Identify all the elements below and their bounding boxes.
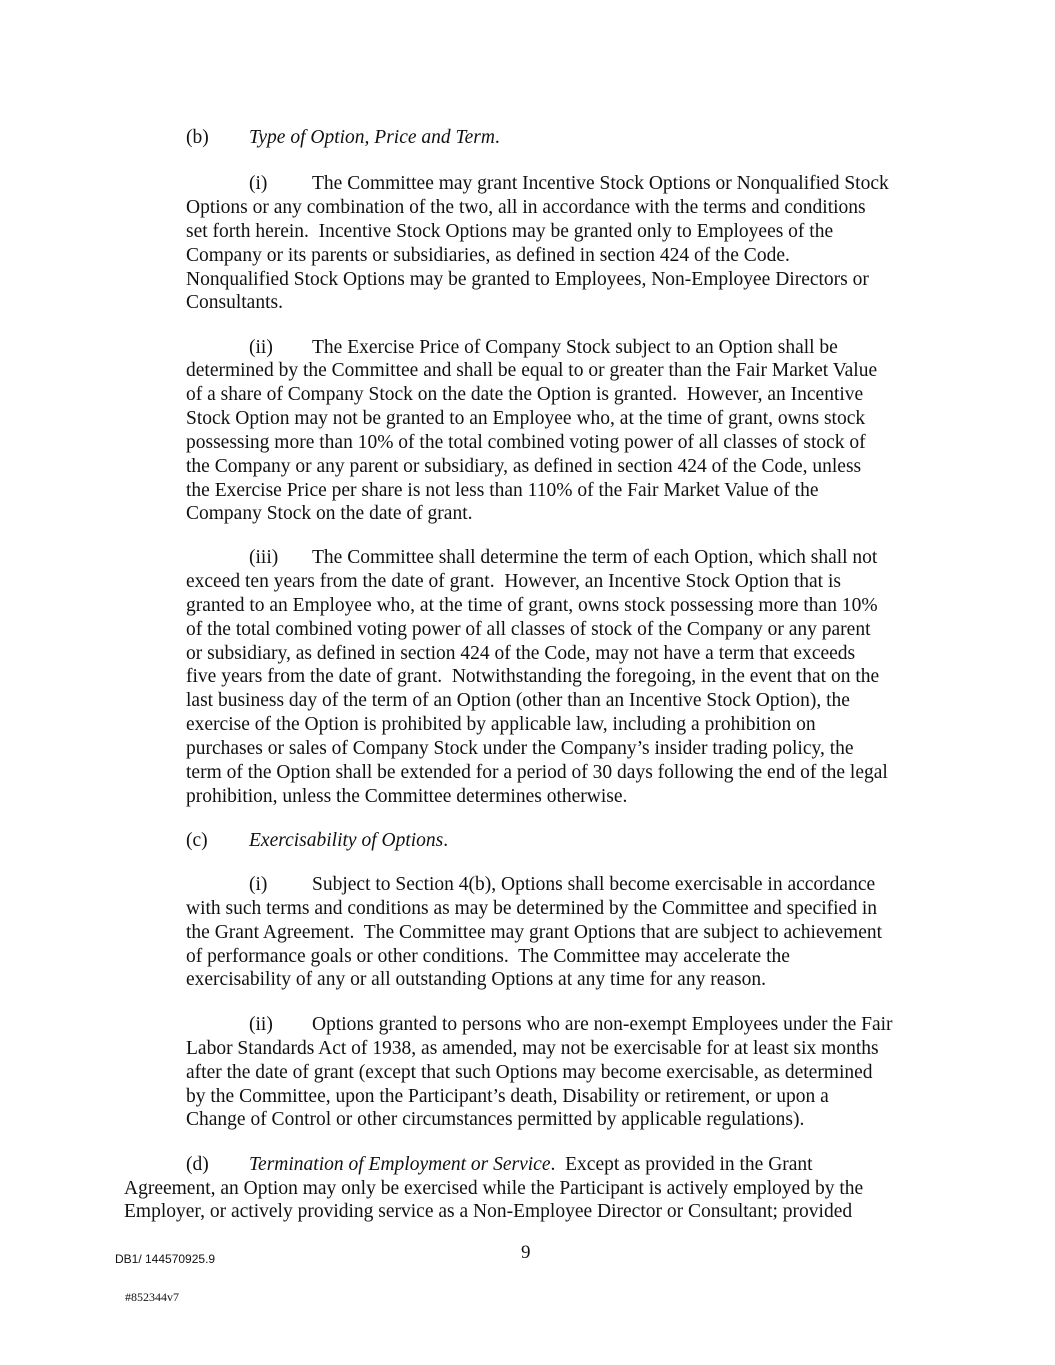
paragraph-b-ii-label: (ii) [249,337,273,358]
document-page: (b) Type of Option, Price and Term. (i) The Committee may grant Incentive Stock Options or Nonqualified Stock Options or any combination of the two, all in accordance with the terms and conditions set forth herein. Incentive Stock Options may be granted only to Employees of the Company or its parents or subsidiaries, as defined in section 424 of the Code. Nonqualified Stock Options may be granted to Employees, Non-Employee Directors or Consultants. (ii) The Exercise Price of Company Stock subject to an Option shall be determined by the Committee and shall be equal to or greater than the Fair Market Value of a share of Company Stock on the date the Option is granted. However, an Incentive Stock Option may not be granted to an Employee who, at the time of grant, owns stock possessing more than 10% of the total combined voting power of all classes of stock of the Company or any parent or subsidiary, as defined in section 424 of the Code, unless the Exercise Price per share is not less than 110% of the Fair Market Value of the Company Stock on the date of grant. (iii) The Committee shall determine the term of each Option, which shall not exceed ten years from the date of grant. However, an Incentive Stock Option that is granted to an Employee who, at the time of grant, owns stock possessing more than 10% of the total combined voting power of all classes of stock of the Company or any parent or subsidiary, as defined in section 424 of the Code, may not have a term that exceeds five years from the date of grant. Notwithstanding the foregoing, in the event that on the last business day of the term of an Option (other than an Incentive Stock Option), the exercise of the Option is prohibited by applicable law, including a prohibition on purchases or sales of Company Stock under the Company’s insider trading policy, the term of the Option shall be extended for a period of 30 days following the end of the legal prohibition, unless the Committee determines otherwise. (c) Exercisability of Options. (i) Subject to Section 4(b), Options shall become exercisable in accordance with such terms and conditions as may be determined by the Committee and specified in the Grant Agreement. The Committee may grant Options that are subject to achievement of performance goals or other conditions. The Committee may accelerate the exercisability of any or all outstanding Options at any time for any reason. (ii) Options granted to persons who are non-exempt Employees under the Fair Labor Standards Act of 1938, as amended, may not be exercisable for at least six months after the date of grant (except that such Options may become exercisable, as determined by the Committee, upon the Participant’s death, Disability or retirement, or upon a Change of Control or other circumstances permitted by applicable regulations). (d) Termination of Employment or Service. Except as provided in the Grant Agreement, an Option may only be exercised while the Participant is actively employed by the Employer, or actively providing service as a Non-Employee Director or Consultant; provided DB1/ 144570925.9 9 #852344v7 [0,0,1055,1365]
paragraph-d-title: Termination of Employment or Service [249,1154,551,1175]
section-c-title: Exercisability of Options [249,830,444,851]
section-c-heading: (c) Exercisability of Options. [186,830,449,851]
section-b-title: Type of Option, Price and Term [249,127,495,148]
paragraph-b-iii-label: (iii) [249,547,279,568]
paragraph-b-i-label: (i) [249,173,268,194]
paragraph-d-label: (d) [186,1154,209,1175]
paragraph-c-i-label: (i) [249,874,268,895]
document-version: #852344v7 [125,1290,179,1304]
section-b-label: (b) [186,127,209,148]
paragraph-c-ii-label: (ii) [249,1014,273,1035]
section-c-label: (c) [186,830,208,851]
page-number: 9 [521,1242,531,1263]
section-b-heading: (b) Type of Option, Price and Term. [186,127,500,148]
document-id: DB1/ 144570925.9 [115,1252,216,1266]
